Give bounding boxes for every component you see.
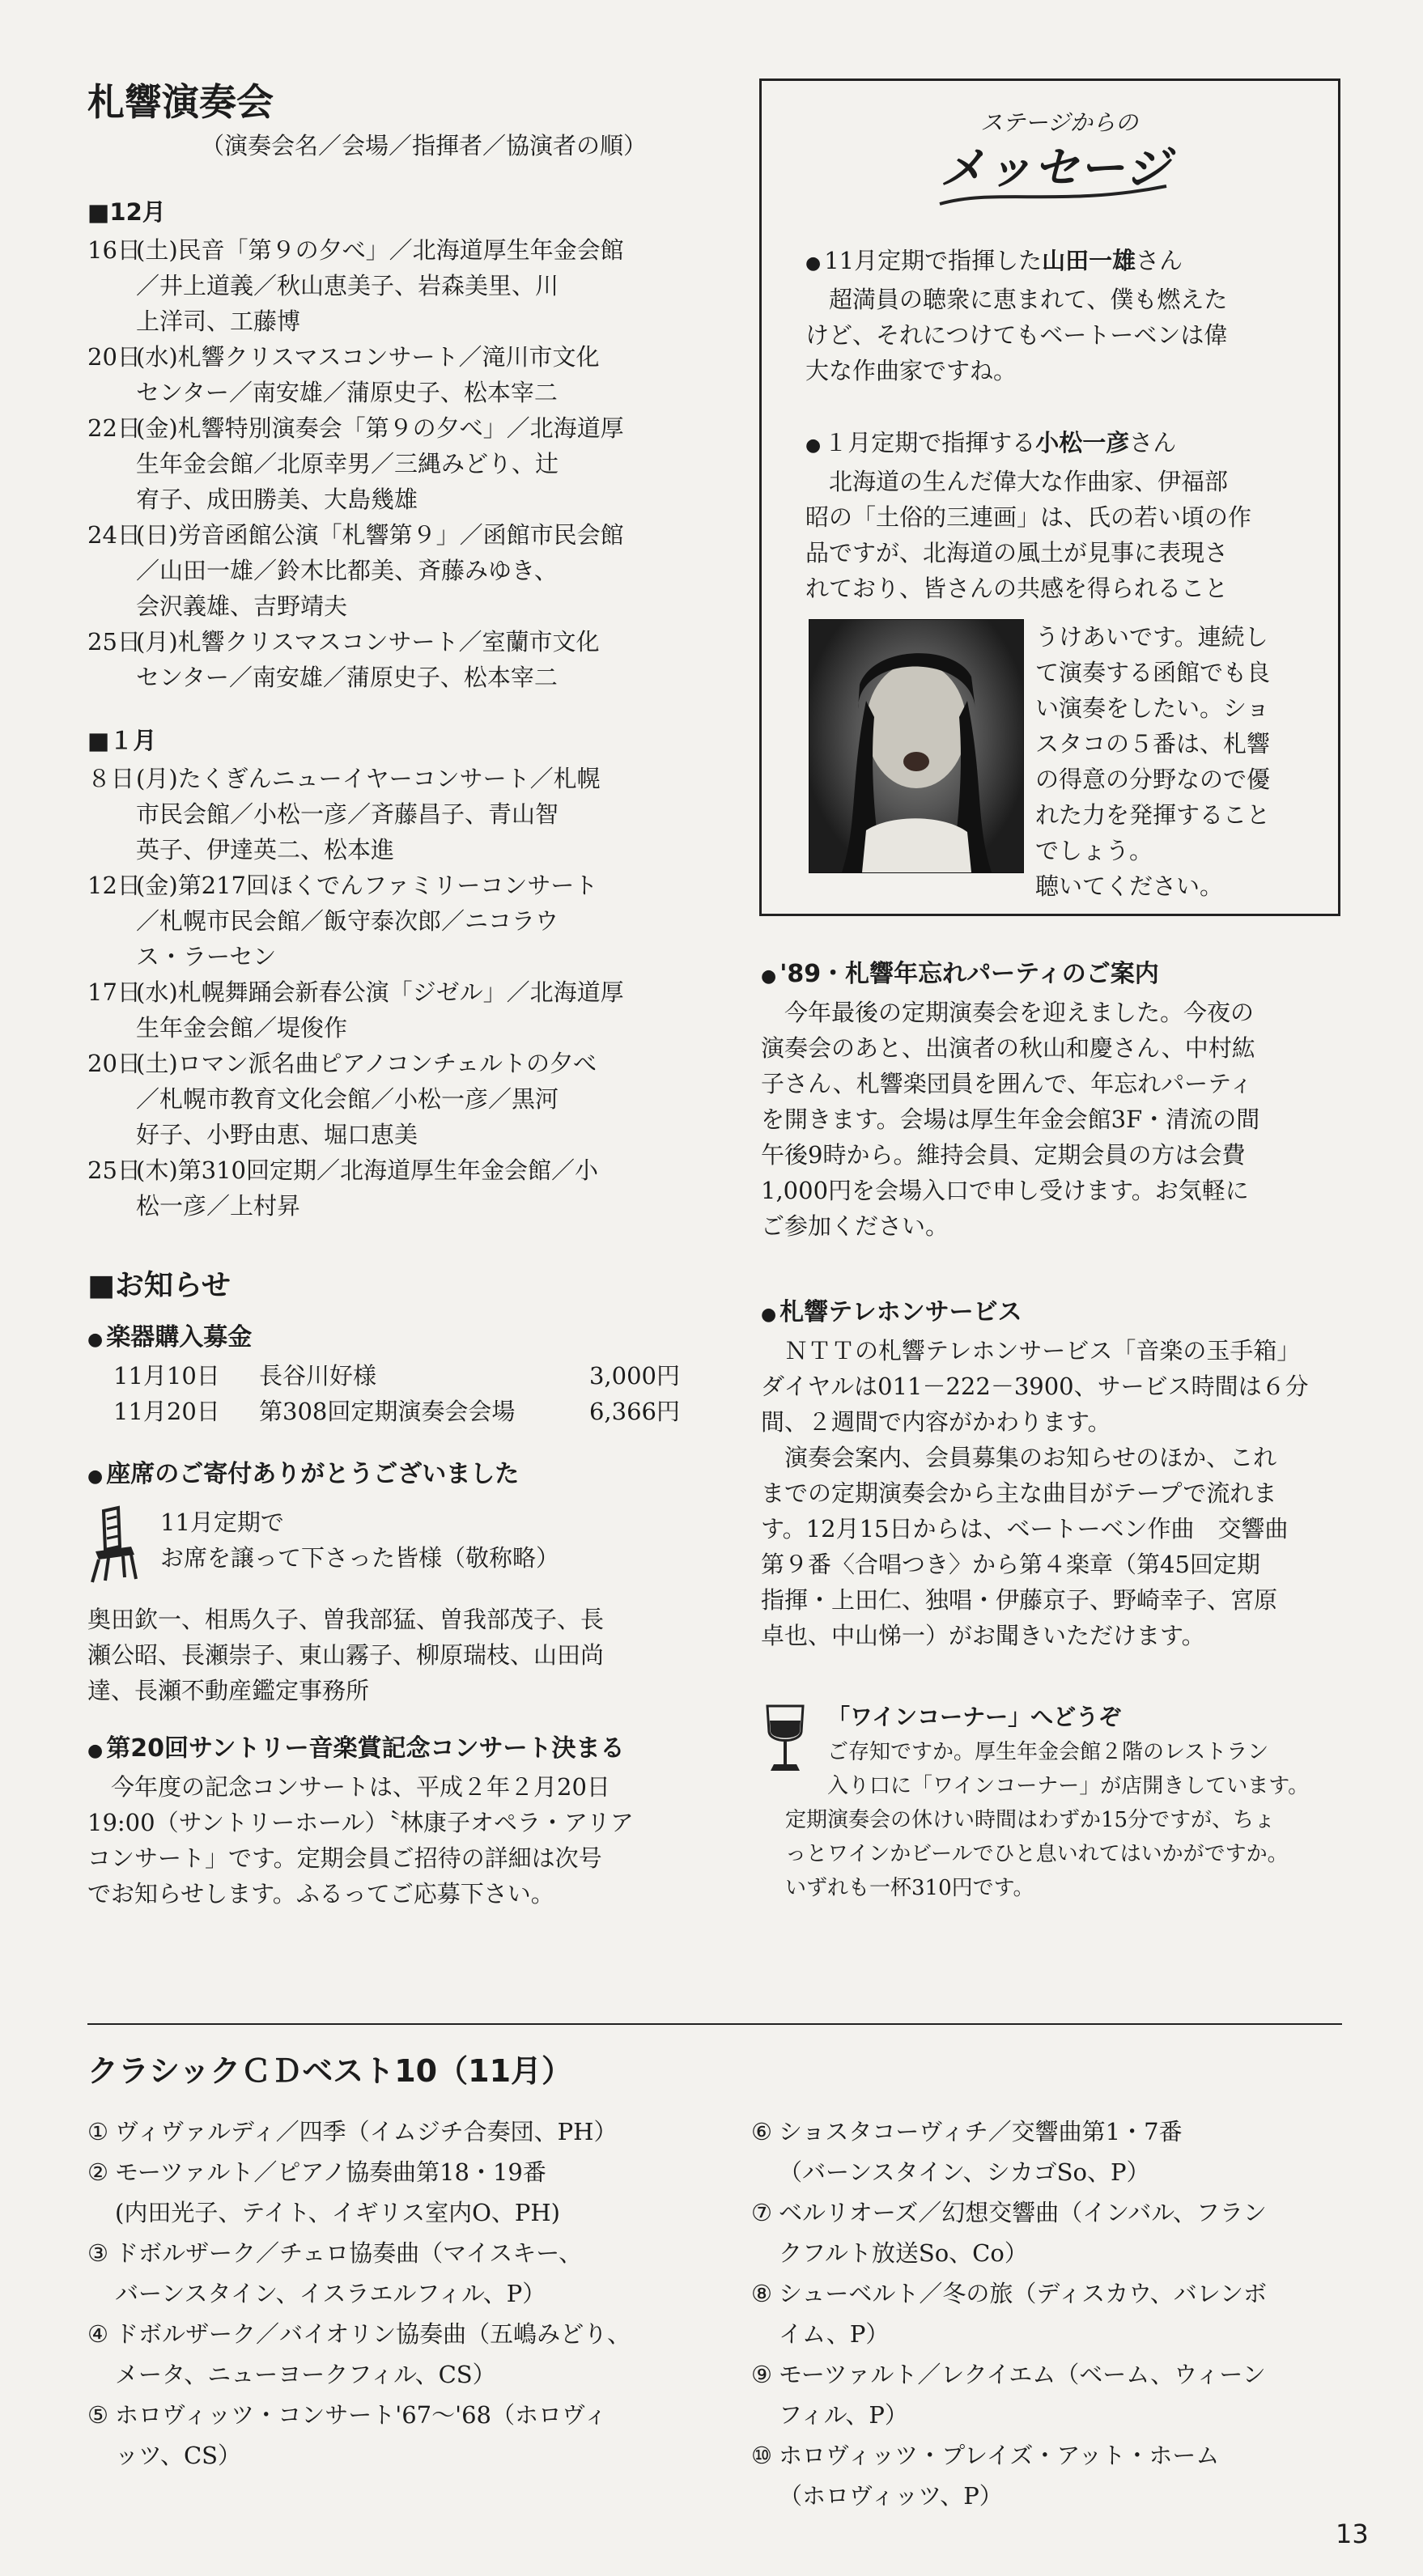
komatsu-line: れており、皆さんの共感を得られること (805, 575, 1229, 602)
tel-line: す。12月15日からは、ベートーベン作曲 交響曲 (761, 1515, 1289, 1543)
page-number: 13 (1336, 2519, 1369, 2549)
donation-name: 第308回定期演奏会会場 (259, 1398, 516, 1425)
yamada-line: 超満員の聴衆に恵まれて、僕も燃えた (829, 286, 1228, 313)
cd-text: バーンスタイン、イスラエルフィル、P） (115, 2280, 546, 2307)
event-text: (木)第310回定期／北海道厚生年金会館／小 (136, 1156, 598, 1184)
event-text: (月)札響クリスマスコンサート／室蘭市文化 (136, 628, 600, 656)
event-text: (金)第217回ほくでんファミリーコンサート (136, 872, 598, 899)
suntory-line: コンサート」です。定期会員ご招待の詳細は次号 (87, 1844, 602, 1872)
event-day: 24日 (87, 521, 141, 549)
donation-name: 長谷川好様 (259, 1362, 377, 1390)
komatsu-side-line: て演奏する函館でも良 (1035, 659, 1271, 686)
cd-item-line (751, 2476, 1342, 2516)
cd-text: (内田光子、テイト、イギリス室内O、PH) (115, 2199, 560, 2226)
komatsu-side-line: でしょう。 (1035, 837, 1153, 864)
cd-rank: ⑩ (751, 2442, 772, 2469)
donor-names-line: 瀬公昭、長瀬崇子、東山霧子、柳原瑞枝、山田尚 (87, 1641, 605, 1669)
cd-item-line (87, 2273, 751, 2314)
wine-line: ご存知ですか。厚生年金会館２階のレストラン (827, 1740, 1269, 1764)
party-line: 演奏会のあと、出演者の秋山和慶さん、中村紘 (761, 1034, 1255, 1062)
cd-text: ッツ、CS） (115, 2442, 242, 2469)
cd-rank (87, 2435, 115, 2476)
yamada-line: けど、それにつけてもベートーベンは偉 (805, 321, 1228, 349)
tel-line: 卓也、中山悌一）がお聞きいただけます。 (761, 1622, 1205, 1649)
cd-text: ドボルザーク／バイオリン協奏曲（五嶋みどり、 (115, 2320, 631, 2348)
cd-item-line (87, 2192, 751, 2233)
suntory-line: 今年度の記念コンサートは、平成２年２月20日 (111, 1773, 610, 1801)
cd-item-line (751, 2111, 1342, 2152)
wine-glass-icon (761, 1703, 809, 1776)
event-line (87, 974, 703, 1010)
cd-rank: ③ (87, 2239, 108, 2267)
cd-text: モーツァルト／ピアノ協奏曲第18・19番 (115, 2158, 546, 2186)
cd-rank (87, 2273, 115, 2314)
komatsu-line: 品ですが、北海道の風土が見事に表現さ (805, 539, 1229, 567)
december-events (87, 232, 703, 695)
cd-rank: ⑨ (751, 2361, 772, 2388)
wine-line: いずれも一杯310円です。 (785, 1876, 1034, 1900)
cd-rank: ④ (87, 2320, 108, 2348)
tel-line: ＮＴＴの札響テレホンサービス「音楽の玉手箱」 (784, 1337, 1301, 1364)
event-text: 松一彦／上村昇 (136, 1192, 301, 1220)
party-line: 午後9時から。維持会員、定期会員の方は会費 (761, 1141, 1246, 1169)
tel-line: 間、２週間で内容がかわります。 (761, 1408, 1111, 1436)
cd-text: モーツァルト／レクイエム（ベーム、ウィーン (779, 2361, 1266, 2388)
event-line (87, 761, 703, 796)
event-line (87, 939, 703, 974)
cd-item-line (751, 2314, 1342, 2354)
event-line (87, 410, 703, 446)
cd-text: （ホロヴィッツ、P） (779, 2482, 1003, 2510)
cd-rank: ⑥ (751, 2118, 772, 2145)
event-text: ／札幌市教育文化会館／小松一彦／黒河 (136, 1085, 559, 1113)
komatsu-side-text (1035, 619, 1310, 904)
cd-text: ベルリオーズ／幻想交響曲（インバル、フラン (779, 2199, 1267, 2226)
donor-names (87, 1602, 703, 1708)
cd-best10 (87, 2046, 1342, 2516)
event-day: ８日 (87, 765, 135, 792)
cd-list-right (751, 2111, 1342, 2516)
seat-donation-title: ● 座席のご寄付ありがとうございました (87, 1457, 703, 1495)
cd-text: シューベルト／冬の旅（ディスカウ、バレンボ (779, 2280, 1268, 2307)
tel-line: 第９番〈合唱つき〉から第４楽章（第45回定期 (761, 1551, 1260, 1578)
cd-text: （バーンスタイン、シカゴSo、P） (779, 2158, 1150, 2186)
cd-item-line (87, 2111, 751, 2152)
month-heading-december: ■12月 (87, 198, 166, 226)
cd-list-left (87, 2111, 751, 2516)
cd-item-line (751, 2192, 1342, 2233)
cd-item-line (751, 2435, 1342, 2476)
event-line (87, 1046, 703, 1081)
event-text: (土)ロマン派名曲ピアノコンチェルトの夕べ (136, 1050, 597, 1077)
concert-list (87, 73, 703, 1912)
message-logo-top: ステージからの (980, 109, 1138, 136)
event-text: 上洋司、工藤博 (136, 308, 301, 335)
wine-line: っとワインかビールでひと息いれてはいかがですか。 (785, 1842, 1289, 1866)
event-text: ／札幌市民会館／飯守泰次郎／ニコラウ (136, 907, 559, 935)
cd-rank: ⑧ (751, 2280, 772, 2307)
event-text: (日)労音函館公演「札響第９」／函館市民会館 (136, 521, 624, 549)
instrument-fund-title: ● 楽器購入募金 (87, 1320, 703, 1358)
komatsu-head: １月定期で指揮する (824, 429, 1036, 456)
event-text: (金)札響特別演奏会「第９の夕べ」／北海道厚 (136, 414, 624, 442)
event-text: 市民会館／小松一彦／斉藤昌子、青山智 (136, 800, 559, 828)
event-text: ／山田一雄／鈴木比都美、斉藤みゆき、 (136, 557, 558, 584)
party-title: ● '89・札響年忘れパーティのご案内 (761, 957, 1344, 995)
cd-rank (751, 2152, 779, 2192)
cd-rank (751, 2233, 779, 2273)
event-day: 20日 (87, 1050, 141, 1077)
event-text: (水)札響クリスマスコンサート／滝川市文化 (136, 343, 600, 371)
yamada-message (805, 243, 1323, 388)
page-title: 札響演奏会 (87, 80, 274, 124)
yamada-san: さん (1136, 247, 1183, 274)
logo-swash-icon (932, 180, 1175, 212)
event-day: 22日 (87, 414, 141, 442)
cd-rank (87, 2354, 115, 2395)
komatsu-line: 昭の「土俗的三連画」は、氏の若い頃の作 (805, 503, 1252, 531)
event-text: 会沢義雄、吉野靖夫 (136, 592, 348, 620)
cd-rank: ⑦ (751, 2199, 772, 2226)
event-line (87, 446, 703, 482)
komatsu-side-line: い演奏をしたい。ショ (1035, 694, 1270, 722)
cd-text: ホロヴィッツ・コンサート'67～'68（ホロヴィ (115, 2401, 608, 2429)
donation-list (87, 1358, 680, 1429)
event-text: 生年金会館／堤俊作 (136, 1014, 348, 1042)
cd-text: フィル、P） (779, 2401, 908, 2429)
event-text: センター／南安雄／蒲原史子、松本宰二 (136, 664, 558, 691)
donation-row (113, 1358, 680, 1394)
cd-rank: ① (87, 2118, 108, 2145)
yamada-line: 大な作曲家ですね。 (805, 357, 1017, 384)
cd-item-line (751, 2273, 1342, 2314)
tel-line: までの定期演奏会から主な曲目がテープで流れま (761, 1479, 1277, 1507)
party-line: 子さん、札響楽団員を囲んで、年忘れパーティ (761, 1070, 1253, 1097)
cd-item-line (751, 2395, 1342, 2435)
event-line (87, 624, 703, 660)
tel-line: 指揮・上田仁、独唱・伊藤京子、野崎幸子、宮原 (761, 1586, 1278, 1614)
event-text: 英子、伊達英二、松本進 (136, 836, 395, 864)
message-logo-main: メッセージ (940, 142, 1172, 195)
wine-title: 「ワインコーナー」へどうぞ (827, 1704, 1122, 1730)
event-day: 20日 (87, 343, 141, 371)
event-day: 25日 (87, 628, 141, 656)
suntory-line: でお知らせします。ふるってご応募下さい。 (87, 1880, 554, 1908)
yamada-name: 山田一雄 (1042, 247, 1136, 274)
party-line: 今年最後の定期演奏会を迎えました。今夜の (784, 999, 1255, 1026)
donation-amount: 6,366円 (588, 1398, 680, 1425)
event-text: (土)民音「第９の夕べ」／北海道厚生年金会館 (136, 236, 624, 264)
cd-text: メータ、ニューヨークフィル、CS） (115, 2361, 496, 2388)
month-heading-january: ■１月 (87, 727, 157, 754)
event-line (87, 268, 703, 303)
event-day: 17日 (87, 978, 141, 1006)
cd-item-line (87, 2354, 751, 2395)
event-text: 好子、小野由恵、堀口恵美 (136, 1121, 418, 1148)
komatsu-line: 北海道の生んだ偉大な作曲家、伊福部 (829, 468, 1229, 495)
cd-item-line (751, 2354, 1342, 2395)
cd-text: ヴィヴァルディ／四季（イムジチ合奏団、PH） (115, 2118, 618, 2145)
party-notice (761, 957, 1344, 1244)
message-box (759, 79, 1340, 916)
event-line (87, 1152, 703, 1188)
cd-title: クラシックＣＤベスト10（11月） (87, 2053, 573, 2089)
yamada-head: 11月定期で指揮した (824, 247, 1043, 274)
event-line (87, 832, 703, 868)
tel-title: ● 札響テレホンサービス (761, 1295, 1344, 1333)
event-text: ス・ラーセン (136, 943, 277, 970)
komatsu-side-line: の得意の分野なので優 (1035, 766, 1271, 793)
event-line (87, 303, 703, 339)
cd-rank (751, 2476, 779, 2516)
seat-line-2: お席を譲って下さった皆様（敬称略） (160, 1544, 560, 1572)
wine-line: 定期演奏会の休けい時間はわずか15分ですが、ちょ (785, 1808, 1276, 1832)
cd-text: ホロヴィッツ・プレイズ・アット・ホーム (779, 2442, 1220, 2469)
suntory-title: ● 第20回サントリー音楽賞記念コンサート決まる (87, 1731, 703, 1769)
komatsu-side-line: れた力を発揮すること (1035, 801, 1271, 829)
event-line (87, 588, 703, 624)
cd-text: クフルト放送So、Co） (779, 2239, 1028, 2267)
telephone-service (761, 1295, 1344, 1653)
conductor-photo (809, 619, 1024, 873)
seat-donation-block (87, 1504, 703, 1585)
cd-rank (751, 2395, 779, 2435)
event-line (87, 482, 703, 517)
event-line (87, 375, 703, 410)
suntory-text (87, 1769, 703, 1912)
event-line (87, 868, 703, 903)
donation-date: 11月20日 (113, 1398, 220, 1425)
cd-rank: ② (87, 2158, 108, 2186)
donor-names-line: 奥田欽一、相馬久子、曽我部猛、曽我部茂子、長 (87, 1606, 605, 1633)
komatsu-side-line: 聴いてください。 (1035, 872, 1224, 900)
event-text: (月)たくぎんニューイヤーコンサート／札幌 (136, 765, 601, 792)
donation-amount: 3,000円 (588, 1362, 680, 1390)
donation-date: 11月10日 (113, 1362, 220, 1390)
event-line (87, 660, 703, 695)
event-line (87, 553, 703, 588)
party-line: を開きます。会場は厚生年金会館3F・清流の間 (761, 1106, 1260, 1133)
event-text: 生年金会館／北原幸男／三縄みどり、辻 (136, 450, 559, 477)
event-day: 16日 (87, 236, 141, 264)
cd-text: ドボルザーク／チェロ協奏曲（マイスキー、 (115, 2239, 583, 2267)
event-day: 12日 (87, 872, 141, 899)
notice-title: ■お知らせ (87, 1269, 231, 1302)
event-line (87, 903, 703, 939)
january-events (87, 761, 703, 1224)
event-line (87, 517, 703, 553)
cd-text: ショスタコーヴィチ／交響曲第1・7番 (779, 2118, 1183, 2145)
cd-item-line (87, 2435, 751, 2476)
tel-line: ダイヤルは011－222－3900、サービス時間は６分 (761, 1373, 1309, 1400)
event-line (87, 1188, 703, 1224)
komatsu-message (805, 425, 1323, 606)
komatsu-san: さん (1129, 429, 1177, 456)
event-line (87, 796, 703, 832)
cd-rank (87, 2192, 115, 2233)
cd-item-line (751, 2152, 1342, 2192)
event-line (87, 339, 703, 375)
party-line: 1,000円を会場入口で申し受けます。お気軽に (761, 1177, 1249, 1204)
komatsu-side-line: スタコの５番は、札響 (1035, 730, 1271, 758)
wine-line: 入り口に「ワインコーナー」が店開きしています。 (827, 1774, 1310, 1798)
event-line (87, 232, 703, 268)
komatsu-name: 小松一彦 (1035, 429, 1130, 456)
event-line (87, 1117, 703, 1152)
event-day: 25日 (87, 1156, 141, 1184)
suntory-line: 19:00（サントリーホール）〝林康子オペラ・アリア (87, 1809, 634, 1836)
cd-item-line (87, 2314, 751, 2354)
donor-names-line: 達、長瀬不動産鑑定事務所 (87, 1677, 370, 1704)
cd-item-line (87, 2152, 751, 2192)
event-text: センター／南安雄／蒲原史子、松本宰二 (136, 379, 558, 406)
cd-rank (751, 2314, 779, 2354)
komatsu-side-line: うけあいです。連続し (1035, 623, 1268, 651)
event-text: (水)札幌舞踊会新春公演「ジゼル」／北海道厚 (136, 978, 624, 1006)
event-line (87, 1081, 703, 1117)
wine-corner (761, 1700, 1344, 1905)
message-logo (932, 105, 1175, 202)
cd-item-line (87, 2233, 751, 2273)
cd-text: イム、P） (779, 2320, 890, 2348)
cd-rank: ⑤ (87, 2401, 108, 2429)
section-divider (87, 2023, 1342, 2025)
seat-line-1: 11月定期で (160, 1509, 284, 1536)
event-line (87, 1010, 703, 1046)
event-text: ／井上道義／秋山恵美子、岩森美里、川 (136, 272, 559, 299)
cd-item-line (87, 2395, 751, 2435)
donation-row (113, 1394, 680, 1429)
event-text: 宥子、成田勝美、大島幾雄 (136, 486, 418, 513)
chair-icon (87, 1504, 160, 1585)
party-line: ご参加ください。 (761, 1212, 949, 1240)
list-subtitle: （演奏会名／会場／指揮者／協演者の順） (201, 132, 648, 159)
tel-line: 演奏会案内、会員募集のお知らせのほか、これ (784, 1444, 1277, 1471)
cd-item-line (751, 2233, 1342, 2273)
